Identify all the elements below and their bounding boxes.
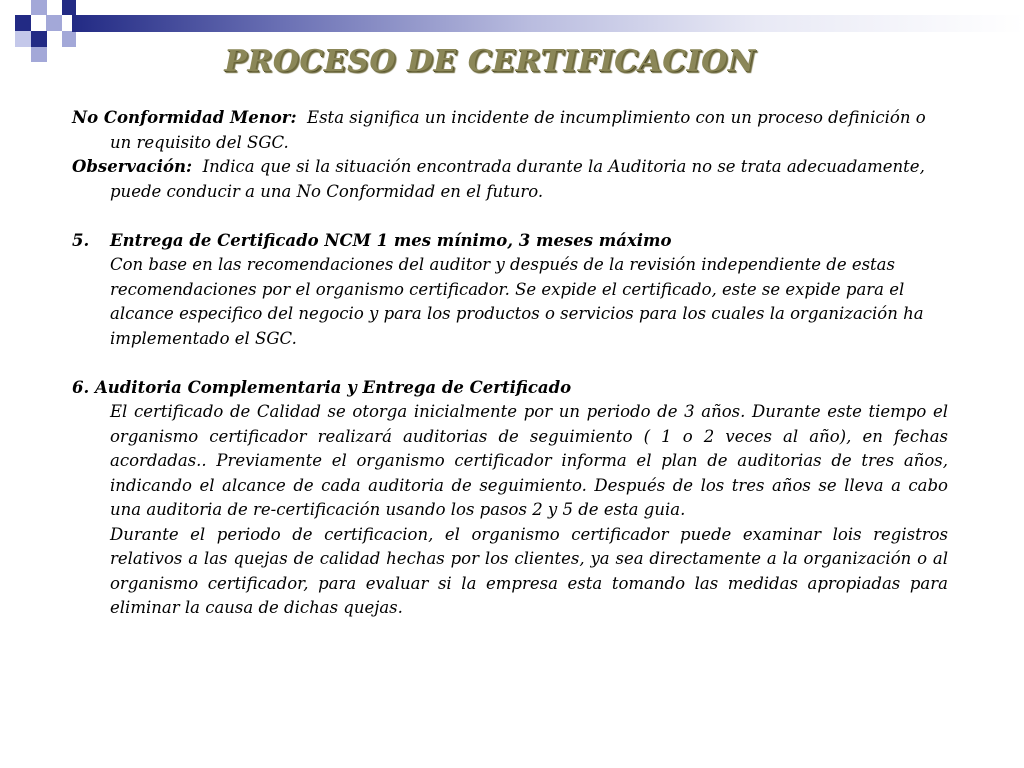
definition-term: No Conformidad Menor:	[72, 108, 297, 127]
section-5-body: Con base en las recomendaciones del auditor y después de la revisión independiente de estas recomendaciones por el organismo certificador. Se expide el certificado, este se expide para el alcance especifico del negocio y para los productos o servicios para los cuales la organización ha implementado el SGC.	[110, 255, 924, 348]
decor-square-1	[15, 15, 31, 31]
section-5-number: 5.	[72, 230, 90, 250]
slide-title: PROCESO DE CERTIFICACION	[224, 44, 756, 79]
decor-square-3	[46, 15, 62, 31]
definition-observacion	[72, 155, 948, 204]
decor-square-2	[31, 0, 47, 15]
definition-no-conformidad	[72, 106, 948, 155]
section-5-heading	[72, 229, 948, 254]
spacer	[72, 204, 948, 229]
definition-term: Observación:	[72, 157, 193, 176]
slide-body	[72, 106, 948, 621]
section-6-heading: 6. Auditoria Complementaria y Entrega de Certificado	[72, 377, 572, 397]
section-6-body-1: El certificado de Calidad se otorga inicialmente por un periodo de 3 años. Durante este tiempo el organismo certificador realizará auditorias de seguimiento ( 1 o 2 veces al año), en fechas acordadas.. Previamente el organismo certificador informa el plan de auditorias de tres años, indicando el alcance de cada auditoria de seguimiento. Después de los tres años se lleva a cabo una auditoria de re-certificación usando los pasos 2 y 5 de esta guia.	[110, 402, 948, 519]
section-6-body-2: Durante el periodo de certificacion, el organismo certificador puede examinar lois registros relativos a las quejas de calidad hechas por los clientes, ya sea directamente a la organización o al organismo certificador, para evaluar si la empresa esta tomando las medidas apropiadas para eliminar la causa de dichas quejas.	[110, 524, 948, 617]
decor-square-4	[62, 0, 76, 15]
section-5-heading-text: Entrega de Certificado NCM 1 mes mínimo, 3 meses máximo	[110, 230, 672, 250]
definition-text: Esta significa un incidente de incumplimiento con un proceso definición o un requisito del SGC.	[110, 108, 926, 152]
header-gradient-bar	[72, 15, 1024, 32]
spacer	[72, 351, 948, 376]
definition-text: Indica que si la situación encontrada durante la Auditoria no se trata adecuadamente, puede conducir a una No Conformidad en el futuro.	[110, 157, 925, 201]
